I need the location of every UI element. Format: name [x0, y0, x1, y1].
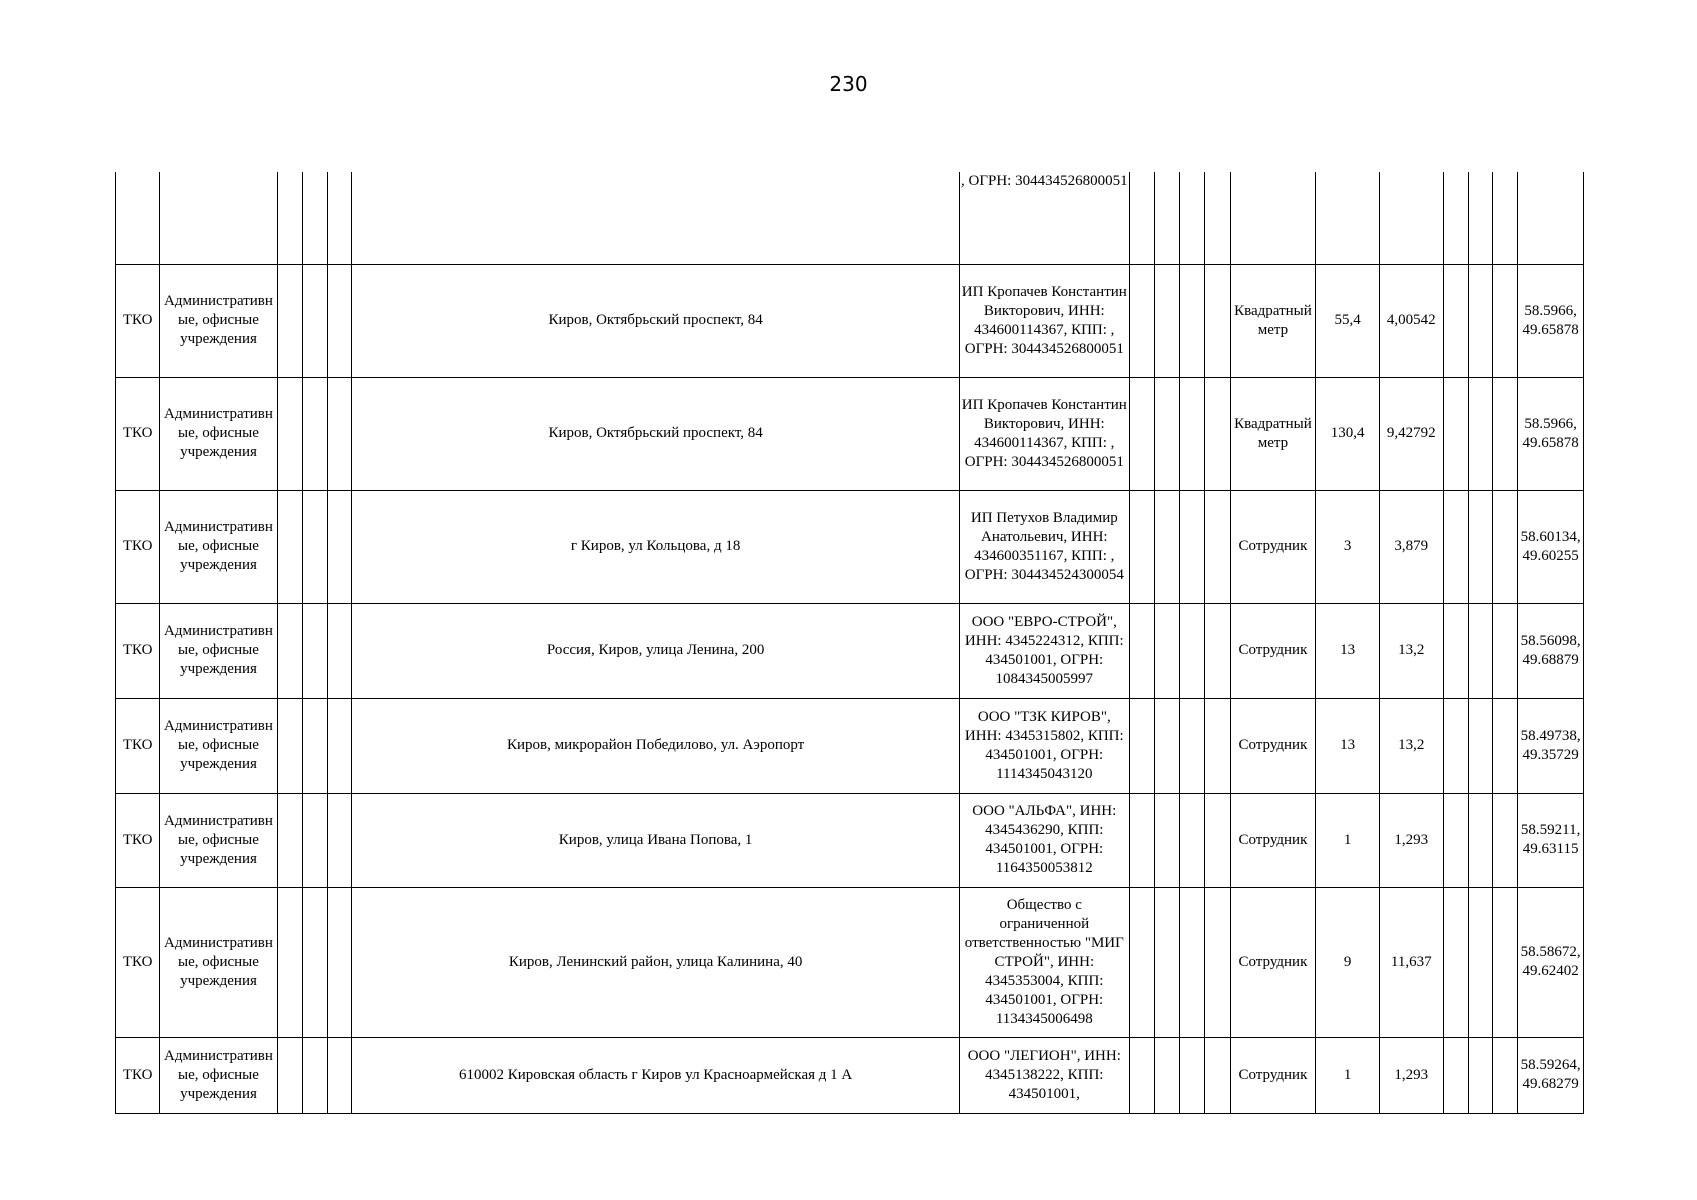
- organization-cell: ООО "ТЗК КИРОВ", ИНН: 4345315802, КПП: 434501001, ОГРН: 1114345043120: [960, 698, 1130, 793]
- quantity-cell: 1: [1316, 793, 1380, 887]
- empty-cell: [1518, 172, 1584, 264]
- empty-cell: [1205, 887, 1230, 1037]
- category-cell: Административные, офисные учреждения: [160, 698, 277, 793]
- quantity-cell: 3: [1316, 490, 1380, 603]
- empty-cell: [1180, 490, 1205, 603]
- volume-cell: 9,42792: [1379, 377, 1443, 490]
- waste-type-cell: ТКО: [116, 698, 160, 793]
- volume-cell: 13,2: [1379, 603, 1443, 698]
- empty-cell: [1443, 1037, 1468, 1113]
- quantity-cell: 9: [1316, 887, 1380, 1037]
- empty-cell: [1129, 264, 1154, 377]
- table-row: [116, 264, 1584, 377]
- empty-cell: [1129, 887, 1154, 1037]
- organization-cell: ООО "АЛЬФА", ИНН: 4345436290, КПП: 434501001, ОГРН: 1164350053812: [960, 793, 1130, 887]
- empty-cell: [302, 603, 327, 698]
- empty-cell: [277, 172, 302, 264]
- volume-cell: 11,637: [1379, 887, 1443, 1037]
- empty-cell: [1493, 887, 1518, 1037]
- organization-cell: ООО "ЛЕГИОН", ИНН: 4345138222, КПП: 434501001,: [960, 1037, 1130, 1113]
- empty-cell: [328, 698, 352, 793]
- volume-cell: 4,00542: [1379, 264, 1443, 377]
- table-row: [116, 1037, 1584, 1113]
- address-cell: Киров, микрорайон Победилово, ул. Аэропорт: [352, 698, 960, 793]
- empty-cell: [1493, 603, 1518, 698]
- coordinates-cell: 58.59211, 49.63115: [1518, 793, 1584, 887]
- quantity-cell: 1: [1316, 1037, 1380, 1113]
- empty-cell: [1205, 698, 1230, 793]
- empty-cell: [1180, 698, 1205, 793]
- empty-cell: [1154, 793, 1179, 887]
- coordinates-cell: 58.59264, 49.68279: [1518, 1037, 1584, 1113]
- waste-type-cell: ТКО: [116, 887, 160, 1037]
- empty-cell: [1205, 264, 1230, 377]
- waste-type-cell: ТКО: [116, 793, 160, 887]
- volume-cell: 3,879: [1379, 490, 1443, 603]
- empty-cell: [352, 172, 960, 264]
- empty-cell: [1493, 698, 1518, 793]
- empty-cell: [1154, 698, 1179, 793]
- empty-cell: [1205, 377, 1230, 490]
- empty-cell: [1180, 172, 1205, 264]
- empty-cell: [1180, 603, 1205, 698]
- waste-register-table: [115, 172, 1584, 1114]
- empty-cell: [302, 793, 327, 887]
- unit-cell: Сотрудник: [1230, 603, 1316, 698]
- empty-cell: [1129, 793, 1154, 887]
- unit-cell: Квадратный метр: [1230, 377, 1316, 490]
- empty-cell: [277, 603, 302, 698]
- category-cell: Административные, офисные учреждения: [160, 887, 277, 1037]
- empty-cell: [1154, 1037, 1179, 1113]
- empty-cell: [1129, 172, 1154, 264]
- table-row: [116, 698, 1584, 793]
- table-row: [116, 603, 1584, 698]
- organization-cell: ИП Кропачев Константин Викторович, ИНН: 434600114367, КПП: , ОГРН: 304434526800051: [960, 377, 1130, 490]
- quantity-cell: 130,4: [1316, 377, 1380, 490]
- empty-cell: [302, 490, 327, 603]
- waste-type-cell: ТКО: [116, 1037, 160, 1113]
- volume-cell: 13,2: [1379, 698, 1443, 793]
- empty-cell: [328, 490, 352, 603]
- empty-cell: [1154, 377, 1179, 490]
- empty-cell: [1205, 1037, 1230, 1113]
- quantity-cell: 13: [1316, 698, 1380, 793]
- category-cell: Административные, офисные учреждения: [160, 490, 277, 603]
- empty-cell: [277, 1037, 302, 1113]
- empty-cell: [1468, 1037, 1492, 1113]
- address-cell: Киров, Октябрьский проспект, 84: [352, 264, 960, 377]
- empty-cell: [302, 698, 327, 793]
- volume-cell: 1,293: [1379, 1037, 1443, 1113]
- empty-cell: [1443, 172, 1468, 264]
- unit-cell: Сотрудник: [1230, 698, 1316, 793]
- empty-cell: [1493, 490, 1518, 603]
- organization-cell: Общество с ограниченной ответственностью "МИГ СТРОЙ", ИНН: 4345353004, КПП: 434501001, ОГРН: 1134345006498: [960, 887, 1130, 1037]
- empty-cell: [1316, 172, 1380, 264]
- empty-cell: [1180, 1037, 1205, 1113]
- waste-type-cell: ТКО: [116, 603, 160, 698]
- empty-cell: [1443, 887, 1468, 1037]
- category-cell: Административные, офисные учреждения: [160, 264, 277, 377]
- organization-cell: ООО "ЕВРО-СТРОЙ", ИНН: 4345224312, КПП: 434501001, ОГРН: 1084345005997: [960, 603, 1130, 698]
- coordinates-cell: 58.49738, 49.35729: [1518, 698, 1584, 793]
- address-cell: Киров, Октябрьский проспект, 84: [352, 377, 960, 490]
- address-cell: 610002 Кировская область г Киров ул Красноармейская д 1 А: [352, 1037, 960, 1113]
- empty-cell: [328, 793, 352, 887]
- empty-cell: [328, 377, 352, 490]
- category-cell: Административные, офисные учреждения: [160, 793, 277, 887]
- empty-cell: [116, 172, 160, 264]
- coordinates-cell: 58.58672, 49.62402: [1518, 887, 1584, 1037]
- empty-cell: [1493, 172, 1518, 264]
- empty-cell: [1468, 490, 1492, 603]
- empty-cell: [328, 887, 352, 1037]
- empty-cell: [277, 264, 302, 377]
- empty-cell: [1154, 172, 1179, 264]
- empty-cell: [1129, 603, 1154, 698]
- unit-cell: Сотрудник: [1230, 887, 1316, 1037]
- waste-type-cell: ТКО: [116, 377, 160, 490]
- empty-cell: [1230, 172, 1316, 264]
- empty-cell: [277, 377, 302, 490]
- empty-cell: [1468, 172, 1492, 264]
- empty-cell: [302, 1037, 327, 1113]
- empty-cell: [1443, 603, 1468, 698]
- category-cell: Административные, офисные учреждения: [160, 1037, 277, 1113]
- table-row: [116, 490, 1584, 603]
- unit-cell: Сотрудник: [1230, 490, 1316, 603]
- empty-cell: [1180, 377, 1205, 490]
- empty-cell: [1443, 264, 1468, 377]
- page-number: 230: [829, 72, 868, 96]
- empty-cell: [1443, 698, 1468, 793]
- unit-cell: Квадратный метр: [1230, 264, 1316, 377]
- quantity-cell: 13: [1316, 603, 1380, 698]
- empty-cell: [1468, 887, 1492, 1037]
- address-cell: Россия, Киров, улица Ленина, 200: [352, 603, 960, 698]
- empty-cell: [1493, 1037, 1518, 1113]
- empty-cell: [328, 603, 352, 698]
- empty-cell: [277, 887, 302, 1037]
- empty-cell: [277, 698, 302, 793]
- address-cell: г Киров, ул Кольцова, д 18: [352, 490, 960, 603]
- empty-cell: [1180, 264, 1205, 377]
- category-cell: Административные, офисные учреждения: [160, 603, 277, 698]
- empty-cell: [302, 172, 327, 264]
- table-row: [116, 793, 1584, 887]
- coordinates-cell: 58.5966, 49.65878: [1518, 264, 1584, 377]
- empty-cell: [328, 172, 352, 264]
- empty-cell: [1129, 377, 1154, 490]
- empty-cell: [1154, 490, 1179, 603]
- coordinates-cell: 58.56098, 49.68879: [1518, 603, 1584, 698]
- empty-cell: [1443, 490, 1468, 603]
- empty-cell: [160, 172, 277, 264]
- table-row-continued: [116, 172, 1584, 264]
- empty-cell: [302, 264, 327, 377]
- empty-cell: [1154, 887, 1179, 1037]
- empty-cell: [1493, 793, 1518, 887]
- empty-cell: [1205, 603, 1230, 698]
- empty-cell: [1205, 490, 1230, 603]
- empty-cell: [1493, 264, 1518, 377]
- address-cell: Киров, Ленинский район, улица Калинина, 40: [352, 887, 960, 1037]
- empty-cell: [1468, 603, 1492, 698]
- organization-cell: , ОГРН: 304434526800051: [960, 172, 1130, 264]
- empty-cell: [1180, 887, 1205, 1037]
- empty-cell: [1154, 603, 1179, 698]
- address-cell: Киров, улица Ивана Попова, 1: [352, 793, 960, 887]
- empty-cell: [1129, 490, 1154, 603]
- unit-cell: Сотрудник: [1230, 1037, 1316, 1113]
- organization-cell: ИП Кропачев Константин Викторович, ИНН: 434600114367, КПП: , ОГРН: 304434526800051: [960, 264, 1130, 377]
- empty-cell: [1379, 172, 1443, 264]
- coordinates-cell: 58.5966, 49.65878: [1518, 377, 1584, 490]
- empty-cell: [1468, 793, 1492, 887]
- table-row: [116, 887, 1584, 1037]
- empty-cell: [1129, 1037, 1154, 1113]
- volume-cell: 1,293: [1379, 793, 1443, 887]
- empty-cell: [1205, 793, 1230, 887]
- empty-cell: [328, 264, 352, 377]
- waste-type-cell: ТКО: [116, 490, 160, 603]
- empty-cell: [302, 377, 327, 490]
- empty-cell: [302, 887, 327, 1037]
- empty-cell: [1180, 793, 1205, 887]
- empty-cell: [1205, 172, 1230, 264]
- table-row: [116, 377, 1584, 490]
- organization-cell: ИП Петухов Владимир Анатольевич, ИНН: 434600351167, КПП: , ОГРН: 304434524300054: [960, 490, 1130, 603]
- quantity-cell: 55,4: [1316, 264, 1380, 377]
- empty-cell: [1443, 793, 1468, 887]
- empty-cell: [277, 490, 302, 603]
- coordinates-cell: 58.60134, 49.60255: [1518, 490, 1584, 603]
- waste-type-cell: ТКО: [116, 264, 160, 377]
- empty-cell: [277, 793, 302, 887]
- empty-cell: [1129, 698, 1154, 793]
- empty-cell: [1468, 264, 1492, 377]
- unit-cell: Сотрудник: [1230, 793, 1316, 887]
- empty-cell: [1468, 698, 1492, 793]
- category-cell: Административные, офисные учреждения: [160, 377, 277, 490]
- empty-cell: [1493, 377, 1518, 490]
- empty-cell: [1443, 377, 1468, 490]
- empty-cell: [1154, 264, 1179, 377]
- empty-cell: [328, 1037, 352, 1113]
- empty-cell: [1468, 377, 1492, 490]
